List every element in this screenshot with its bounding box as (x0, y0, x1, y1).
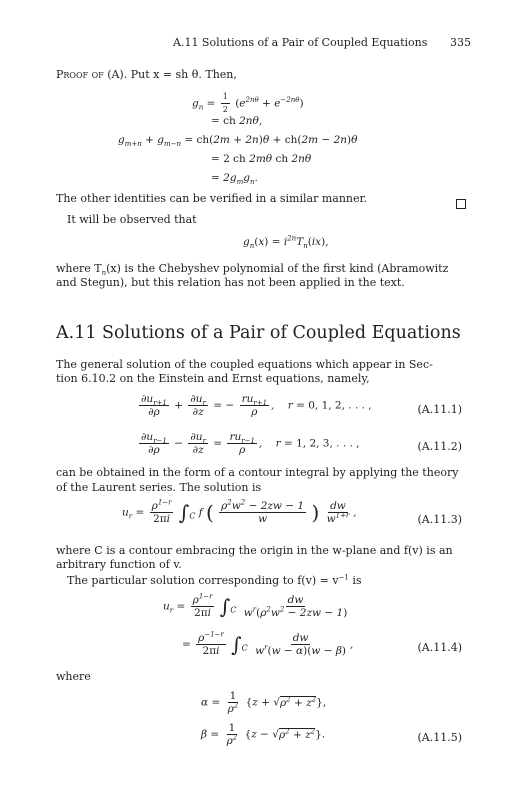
para4-line: The particular solution corresponding to $f(v) = v^{-1}$ is (67, 573, 362, 587)
proof-eq-1: $g_n$ = $\frac{1}{2}$ $(e^{2n\theta} + e^{-2n\theta})$ (192, 92, 304, 114)
page-number: 335 (450, 36, 471, 49)
equation-number-a11-1: (A.11.1) (417, 403, 462, 416)
para2-line2: of the Laurent series. The solution is (56, 481, 262, 494)
equation-a11-5-alpha: α = $\frac{1}{\rho^2}$ $\{z + √\rho^2 + z^2\}$, (201, 690, 327, 715)
para1-line1: The general solution of the coupled equations which appear in Sec- (56, 358, 433, 371)
proof-line (56, 68, 237, 82)
proof-eq-2: = ch 2nθ, (211, 115, 263, 127)
proof-other-text: The other identities can be verified in a similar manner. (56, 192, 368, 205)
equation-number-a11-2: (A.11.2) (417, 440, 462, 453)
proof-eq-4: = 2 ch 2mθ ch 2nθ (211, 153, 312, 165)
proof-label: Proof of (A). (56, 68, 128, 81)
equation-number-a11-5: (A.11.5) (417, 731, 462, 744)
qed-square-icon (456, 194, 466, 213)
para3-line2: arbitrary function of v. (56, 558, 182, 571)
proof-eq-5: = $2g_mg_n$. (211, 172, 258, 187)
equation-number-a11-4: (A.11.4) (417, 641, 462, 654)
proof-intro: Put x = sh θ. Then, (130, 68, 237, 81)
equation-number-a11-3: (A.11.3) (417, 513, 462, 526)
equation-a11-4-line1: $u_r$ = $\frac{\rho^{1-r}}{2\pi i}$ $\int_C$ $\frac{dw}{w^r(\rho^2w^2 - 2zw - 1)}$ (163, 592, 348, 619)
equation-a11-3: $u_r$ = $\frac{\rho^{1-r}}{2\pi i}$ $\int_C$ f ( $\frac{\rho^2w^2 - 2zw - 1}{w}$ ) $\frac{dw}{w^{1+r}}$ , (122, 498, 357, 525)
section-heading: A.11 Solutions of a Pair of Coupled Equations (56, 323, 461, 343)
equation-a11-5-beta: β = $\frac{1}{\rho^2}$ $\{z - √\rho^2 + z^2\}$. (201, 722, 326, 747)
where-label: where (56, 670, 91, 683)
equation-a11-1: $\frac{\partial u_{r+1}}{\partial\rho}$ + $\frac{\partial u_r}{\partial z}$ = − $\frac{ru_{r+1}}{\rho}$ , r = 0, 1, 2, . . . , (141, 393, 372, 418)
running-header-title: A.11 Solutions of a Pair of Coupled Equations (173, 36, 428, 49)
equation-a11-4-line2: = $\frac{\rho^{-1-r}}{2\pi i}$ $\int_C$ $\frac{dw}{w^r(w - \alpha)(w - \beta)}$ , (182, 630, 354, 657)
para1-line2: tion 6.10.2 on the Einstein and Ernst equations, namely, (56, 372, 370, 385)
proof-eq-3: $g_{m+n} + g_{m-n} = ch(2m + 2n)\theta + ch(2m - 2n)\theta$ (118, 134, 358, 149)
chebyshev-where-line2: and Stegun), but this relation has not been applied in the text. (56, 276, 405, 289)
para3-line1: where C is a contour embracing the origin in the w-plane and f(v) is an (56, 544, 453, 557)
para2-line1: can be obtained in the form of a contour integral by applying the theory (56, 466, 459, 479)
chebyshev-eq: $g_n(x) = i^{2n}T_n(ix)$, (243, 234, 329, 251)
observe-text: It will be observed that (67, 213, 197, 226)
equation-a11-2: $\frac{\partial u_{r-1}}{\partial\rho}$ − $\frac{\partial u_r}{\partial z}$ = $\frac{ru_{r-1}}{\rho}$ , r = 1, 2, 3, . . . , (141, 431, 360, 456)
chebyshev-where-line: where $T_n(x)$ is the Chebyshev polynomial of the first kind (Abramowitz (56, 262, 449, 278)
